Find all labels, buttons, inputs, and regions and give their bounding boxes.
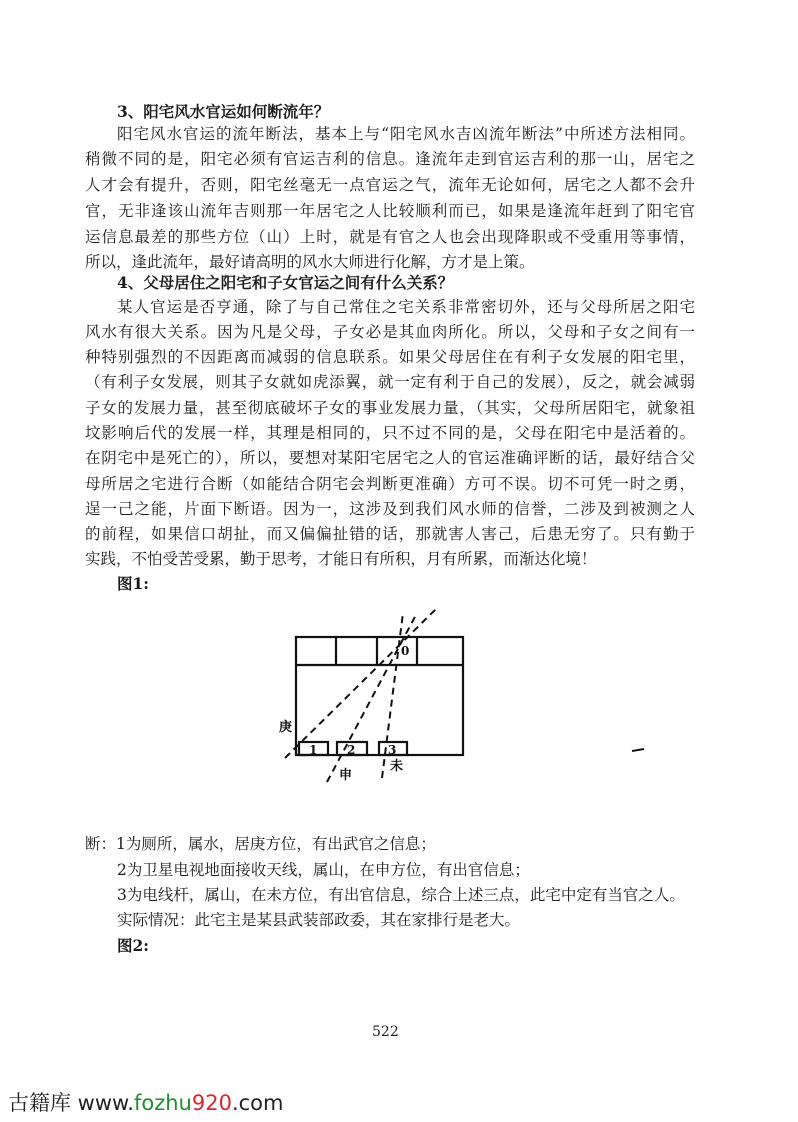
text-line: 实践，不怕受苦受累，勤于思考，才能日有所积，月有所累，而渐达化境！: [85, 550, 597, 568]
watermark-prefix: 古籍库 www.: [8, 1091, 134, 1115]
direction-line-geng: [285, 608, 437, 758]
text-line: 阳宅风水官运的流年断法，基本上与“阳宅风水吉凶流年断法”中所述方法相同。: [117, 125, 695, 143]
text-line: 种特别强烈的不因距离而减弱的信息联系。如果父母居住在有利子女发展的阳宅里，: [85, 348, 695, 366]
text-line: （有利子女发展，则其子女就如虎添翼，就一定有利于自己的发展），反之，就会减弱: [85, 373, 695, 391]
section3-heading: 3、阳宅风水官运如何断流年？: [117, 102, 330, 121]
text-line: 坟影响后代的发展一样，其理是相同的，只不过不同的是，父母在阳宅中是活着的。: [85, 424, 695, 442]
figure2-caption: 图2:: [117, 936, 150, 955]
text-line: 运信息最差的那些方位（山）上时，就是有官之人也会出现降职或不受重用等事情，: [85, 228, 695, 246]
label-wei: 未: [390, 759, 404, 774]
text-line: 所以，逢此流年，最好请高明的风水大师进行化解，方才是上策。: [85, 253, 535, 271]
label-geng: 庚: [279, 720, 293, 735]
actual-situation: 实际情况：此宅主是某县武装部政委，其在家排行是老大。: [117, 911, 521, 929]
text-line: 子女的发展力量，甚至彻底破坏子女的事业发展力量，（其实，父母所居阳宅，就象祖: [85, 399, 695, 417]
text-line: 人才会有提升，否则，阳宅丝毫无一点官运之气，流年无论如何，居宅之人都不会升: [85, 176, 695, 194]
judgement-line: 2为卫星电视地面接收天线，属山，在申方位，有出官信息；: [117, 861, 530, 879]
section4-heading: 4、父母居住之阳宅和子女官运之间有什么关系？: [117, 273, 454, 292]
figure1-caption: 图1:: [117, 574, 150, 593]
text-line: 风水有很大关系。因为凡是父母，子女必是其血肉所化。所以，父母和子女之间有一: [85, 323, 695, 341]
text-line: 在阴宅中是死亡的），所以，要想对某阳宅居宅之人的官运准确评断的话，最好结合父: [85, 449, 695, 467]
label-3: 3: [388, 743, 397, 757]
house-outline: [296, 637, 463, 755]
text-line: 的前程，如果信口胡扯，而又偏偏扯错的话，那就害人害己，后患无穷了。只有勤于: [85, 525, 695, 543]
text-line: 母所居之宅进行合断（如能结合阴宅会判断更准确）方可不误。切不可凭一时之勇，: [85, 475, 695, 493]
text-line: 逞一己之能，片面下断语。因为一，这涉及到我们风水师的信誉，二涉及到被测之人: [85, 500, 695, 518]
judgement-line: 断：1为厕所，属水，居庚方位，有出武官之信息；: [85, 835, 436, 853]
scan-mark: [632, 749, 644, 751]
text-line: 某人官运是否亨通，除了与自己常住之宅关系非常密切外，还与父母所居之阳宅: [117, 298, 695, 316]
watermark: [8, 1087, 283, 1117]
label-shen: 申: [339, 768, 353, 783]
label-0: 0: [401, 644, 410, 658]
label-2: 2: [347, 743, 356, 757]
direction-line-shen: [327, 613, 417, 782]
text-line: 稍微不同的是，阳宅必须有官运吉利的信息。逢流年走到官运吉利的那一山，居宅之: [85, 150, 695, 168]
label-1: 1: [309, 743, 318, 757]
watermark-red: 920: [191, 1091, 232, 1115]
judgement-line: 3为电线杆，属山，在未方位，有出官信息，综合上述三点，此宅中定有当官之人。: [117, 886, 685, 904]
page-number: 522: [372, 1024, 399, 1040]
watermark-suffix: .com: [231, 1091, 284, 1115]
text-line: 官，无非逢该山流年吉则那一年居宅之人比较顺利而已，如果是逢流年赶到了阳宅官: [85, 202, 695, 220]
watermark-green: fozhu: [133, 1091, 192, 1115]
